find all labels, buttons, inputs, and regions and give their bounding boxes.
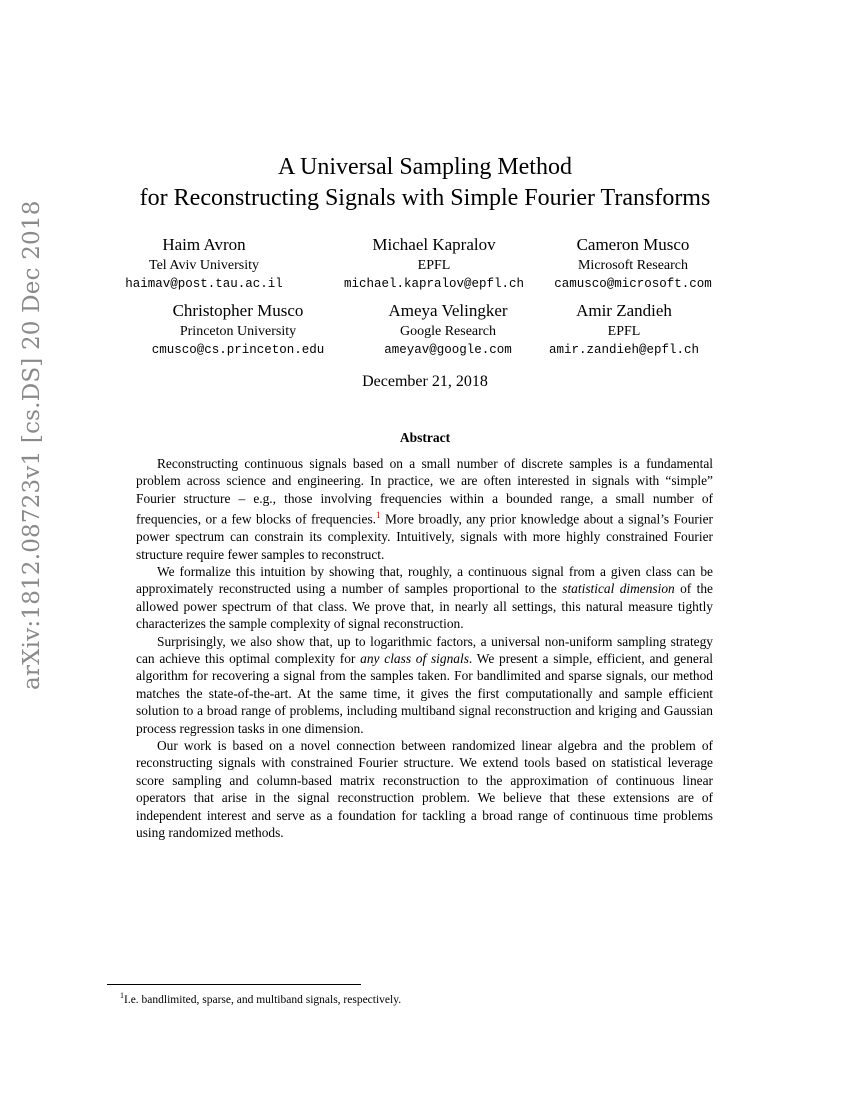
abstract-body bbox=[136, 455, 713, 841]
paper-title-line-2: for Reconstructing Signals with Simple Fourier Transforms bbox=[139, 185, 711, 211]
abstract-paragraph bbox=[136, 633, 713, 737]
author-email[interactable]: ameyav@google.com bbox=[384, 343, 512, 357]
author-block bbox=[123, 301, 353, 360]
author-affiliation: Princeton University bbox=[179, 324, 297, 339]
footnote-reference[interactable]: 1 bbox=[376, 510, 381, 521]
emphasis-text: statistical dimension bbox=[562, 581, 675, 597]
abstract-text: . We present a simple, efficient, and general algorithm for recovering a signal from the samples taken. For bandlimited and sparse signals, our method matches the state-of-the-art. At the same time, it gives the first computationally and sample efficient solution to a broad range of problems, including multiband signal reconstruction and kriging and Gaussian process regression tasks in one dimension. bbox=[136, 650, 713, 736]
author-email[interactable]: haimav@post.tau.ac.il bbox=[125, 277, 283, 291]
author-affiliation: Microsoft Research bbox=[577, 258, 689, 273]
footnote bbox=[120, 988, 401, 1008]
author-affiliation: EPFL bbox=[417, 258, 451, 273]
author-name: Christopher Musco bbox=[172, 301, 304, 320]
abstract-paragraph: Our work is based on a novel connection between randomized linear algebra and the problem of reconstructing signals with constrained Fourier structure. We extend tools based on statistical leverage score sampling and column-based matrix reconstruction to the approximation of continuous linear operators that arise in the signal reconstruction problem. We believe that these extensions are of independent interest and serve as a foundation for tackling a broad range of continuous time problems using randomized methods. bbox=[136, 737, 713, 840]
abstract-paragraph bbox=[136, 563, 713, 633]
author-name: Michael Kapralov bbox=[372, 235, 496, 254]
author-block bbox=[518, 235, 748, 294]
footnote-text: I.e. bandlimited, sparse, and multiband signals, respectively. bbox=[124, 993, 402, 1006]
author-email[interactable]: amir.zandieh@epfl.ch bbox=[548, 343, 700, 357]
abstract-text: More broadly, any prior knowledge about a signal’s Fourier power spectrum can constrain its complexity. Intuitively, signals with more highly constrained Fourier structure require fewer samples to reconstruct. bbox=[136, 511, 713, 562]
paper-title-line-1: A Universal Sampling Method bbox=[278, 154, 572, 180]
author-affiliation: Tel Aviv University bbox=[149, 258, 259, 273]
abstract-text: of the allowed power spectrum of that class. We prove that, in nearly all settings, this natural measure tightly characterizes the sample complexity of signal reconstruction. bbox=[136, 581, 713, 632]
author-affiliation: EPFL bbox=[607, 324, 641, 339]
abstract-text: Reconstructing continuous signals based on a small number of discrete samples is a fundamental problem across science and engineering. In practice, we are often interested in signals with “simple” Fourier structure – e.g., those involving frequencies within a bounded range, a small number of frequencies, or a few blocks of frequencies. bbox=[136, 456, 713, 527]
author-email[interactable]: camusco@microsoft.com bbox=[554, 277, 712, 291]
abstract-text: Surprisingly, we also show that, up to logarithmic factors, a universal non-uniform sampling strategy can achieve this optimal complexity for bbox=[136, 633, 713, 666]
emphasis-text: any class of signals bbox=[360, 650, 469, 666]
author-block bbox=[89, 235, 319, 294]
author-block bbox=[509, 301, 739, 360]
arxiv-identifier: arXiv:1812.08723v1 [cs.DS] 20 Dec 2018 bbox=[19, 200, 45, 690]
author-name: Cameron Musco bbox=[576, 235, 690, 254]
author-block bbox=[319, 235, 549, 294]
author-email[interactable]: cmusco@cs.princeton.edu bbox=[151, 343, 325, 357]
footnote-mark: 1 bbox=[120, 991, 124, 1000]
footnote-divider bbox=[107, 984, 361, 985]
author-name: Amir Zandieh bbox=[576, 301, 672, 320]
abstract-heading: Abstract bbox=[399, 430, 451, 445]
author-affiliation: Google Research bbox=[399, 324, 497, 339]
author-email[interactable]: michael.kapralov@epfl.ch bbox=[343, 277, 525, 291]
author-name: Ameya Velingker bbox=[388, 301, 508, 320]
author-name: Haim Avron bbox=[162, 235, 246, 254]
publication-date: December 21, 2018 bbox=[362, 373, 488, 390]
abstract-text: We formalize this intuition by showing that, roughly, a continuous signal from a given class can be approximately reconstructed using a number of samples proportional to the bbox=[136, 563, 713, 597]
abstract-paragraph bbox=[136, 455, 713, 563]
